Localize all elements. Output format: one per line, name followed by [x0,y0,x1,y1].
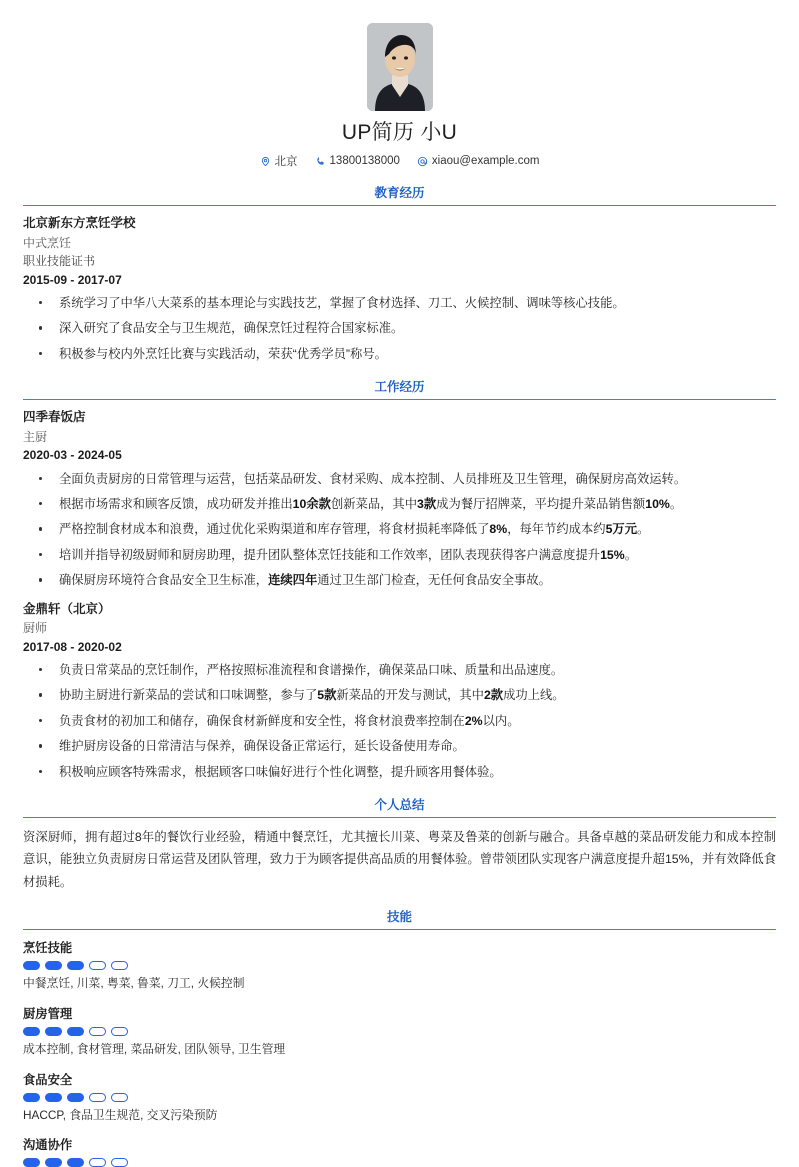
skill-entry [23,1004,776,1059]
skill-pill-empty [111,961,128,970]
skill-pill-filled [67,1158,84,1167]
entry-date: 2015-09 - 2017-07 [23,272,122,287]
skill-list [23,938,776,1167]
skill-entry [23,1135,776,1167]
skill-name: 烹饪技能 [23,941,73,956]
experience-entry [23,600,776,781]
location-pin-icon [260,156,271,167]
section-divider [23,399,776,400]
entry-date: 2017-08 - 2020-02 [23,639,122,654]
bullet-item: 深入研究了食品安全与卫生规范，确保烹饪过程符合国家标准。 [23,319,776,337]
contact-location [260,153,298,169]
section-title-education: 教育经历 [374,186,425,201]
bullet-item: 负责日常菜品的烹饪制作，严格按照标准流程和食谱操作，确保菜品口味、质量和出品速度。 [23,661,776,679]
section-divider [23,929,776,930]
skill-pill-empty [111,1158,128,1167]
skill-keywords: HACCP, 食品卫生规范, 交叉污染预防 [23,1107,218,1122]
entry-organization: 金鼎轩（北京） [23,601,111,616]
skill-pill-filled [45,961,62,970]
bullet-item: 培训并指导初级厨师和厨房助理，提升团队整体烹饪技能和工作效率，团队表现获得客户满意度提升15%。 [23,546,776,564]
entry-bullet-list [23,294,776,363]
education-entries [23,214,776,363]
work-entries [23,408,776,781]
section-education [23,183,776,363]
contact-phone-value: 13800138000 [329,155,400,168]
bullet-item: 根据市场需求和顾客反馈，成功研发并推出10余款创新菜品，其中3款成为餐厅招牌菜，平均提升菜品销售额10%。 [23,495,776,513]
skill-level-meter [23,961,776,970]
skill-level-meter [23,1158,776,1167]
photo-wrapper [23,23,776,111]
contact-location-value: 北京 [274,156,298,169]
section-summary [23,795,776,893]
entry-bullet-list [23,661,776,781]
phone-icon [315,156,326,167]
skill-pill-empty [111,1093,128,1102]
entry-role: 主厨 [23,429,48,444]
skill-pill-filled [23,1027,40,1036]
skill-name: 厨房管理 [23,1006,73,1021]
contact-email [417,155,540,167]
skill-pill-empty [89,1158,106,1167]
bullet-item: 维护厨房设备的日常清洁与保养，确保设备正常运行，延长设备使用寿命。 [23,737,776,755]
entry-date: 2020-03 - 2024-05 [23,448,122,463]
section-title-work: 工作经历 [374,380,425,395]
entry-role: 厨师 [23,621,48,636]
bullet-item: 严格控制食材成本和浪费，通过优化采购渠道和库存管理，将食材损耗率降低了8%，每年节约成本约5万元。 [23,520,776,538]
skill-pill-empty [89,1027,106,1036]
section-skills [23,907,776,1167]
skill-name: 沟通协作 [23,1138,73,1153]
skill-pill-filled [45,1027,62,1036]
skill-pill-empty [89,961,106,970]
skill-pill-filled [67,1093,84,1102]
skill-pill-filled [45,1093,62,1102]
bullet-item: 全面负责厨房的日常管理与运营，包括菜品研发、食材采购、成本控制、人员排班及卫生管理，确保厨房高效运转。 [23,470,776,488]
skill-name: 食品安全 [23,1072,73,1087]
skill-pill-filled [23,1158,40,1167]
bullet-item: 系统学习了中华八大菜系的基本理论与实践技艺，掌握了食材选择、刀工、火候控制、调味等核心技能。 [23,294,776,312]
section-divider [23,817,776,818]
entry-extra: 职业技能证书 [23,254,96,269]
skill-pill-filled [67,961,84,970]
skill-pill-filled [23,1093,40,1102]
skill-pill-empty [111,1027,128,1036]
entry-organization: 四季春饭店 [23,410,86,425]
skill-level-meter [23,1093,776,1102]
skill-level-meter [23,1027,776,1036]
section-title-summary: 个人总结 [374,798,425,813]
entry-bullet-list [23,470,776,590]
skill-pill-filled [45,1158,62,1167]
entry-organization: 北京新东方烹饪学校 [23,216,136,231]
contact-phone [315,155,400,167]
bullet-item: 协助主厨进行新菜品的尝试和口味调整，参与了5款新菜品的开发与测试，其中2款成功上线。 [23,686,776,704]
skill-pill-filled [23,961,40,970]
skill-keywords: 成本控制, 食材管理, 菜品研发, 团队领导, 卫生管理 [23,1041,286,1056]
bullet-item: 积极参与校内外烹饪比赛与实践活动，荣获“优秀学员”称号。 [23,345,776,363]
section-work [23,377,776,781]
skill-pill-filled [67,1027,84,1036]
entry-role: 中式烹饪 [23,235,72,250]
summary-text: 资深厨师，拥有超过8年的餐饮行业经验，精通中餐烹饪，尤其擅长川菜、粤菜及鲁菜的创新与融合。具备卓越的菜品研发能力和成本控制意识，能独立负责厨房日常运营及团队管理，致力于为顾客提供高品质的用餐体验。曾带领团队实现客户满意度提升超15%，并有效降低食材损耗。 [23,830,776,889]
skill-pill-empty [89,1093,106,1102]
resume-header [23,23,776,169]
portrait-photo [367,23,433,111]
experience-entry [23,214,776,363]
contact-email-value: xiaou@example.com [431,155,540,168]
bullet-item: 确保厨房环境符合食品安全卫生标准，连续四年通过卫生部门检查，无任何食品安全事故。 [23,571,776,589]
bullet-item: 积极响应顾客特殊需求，根据顾客口味偏好进行个性化调整，提升顾客用餐体验。 [23,763,776,781]
skill-keywords: 中餐烹饪, 川菜, 粤菜, 鲁菜, 刀工, 火候控制 [23,976,245,991]
skill-entry [23,1070,776,1125]
section-title-skills: 技能 [386,910,412,925]
section-divider [23,205,776,206]
skill-entry [23,938,776,993]
experience-entry [23,408,776,589]
bullet-item: 负责食材的初加工和储存，确保食材新鲜度和安全性，将食材浪费率控制在2%以内。 [23,712,776,730]
contact-list [23,153,776,169]
email-icon [417,156,428,167]
page-title: UP简历 小U [341,121,458,144]
